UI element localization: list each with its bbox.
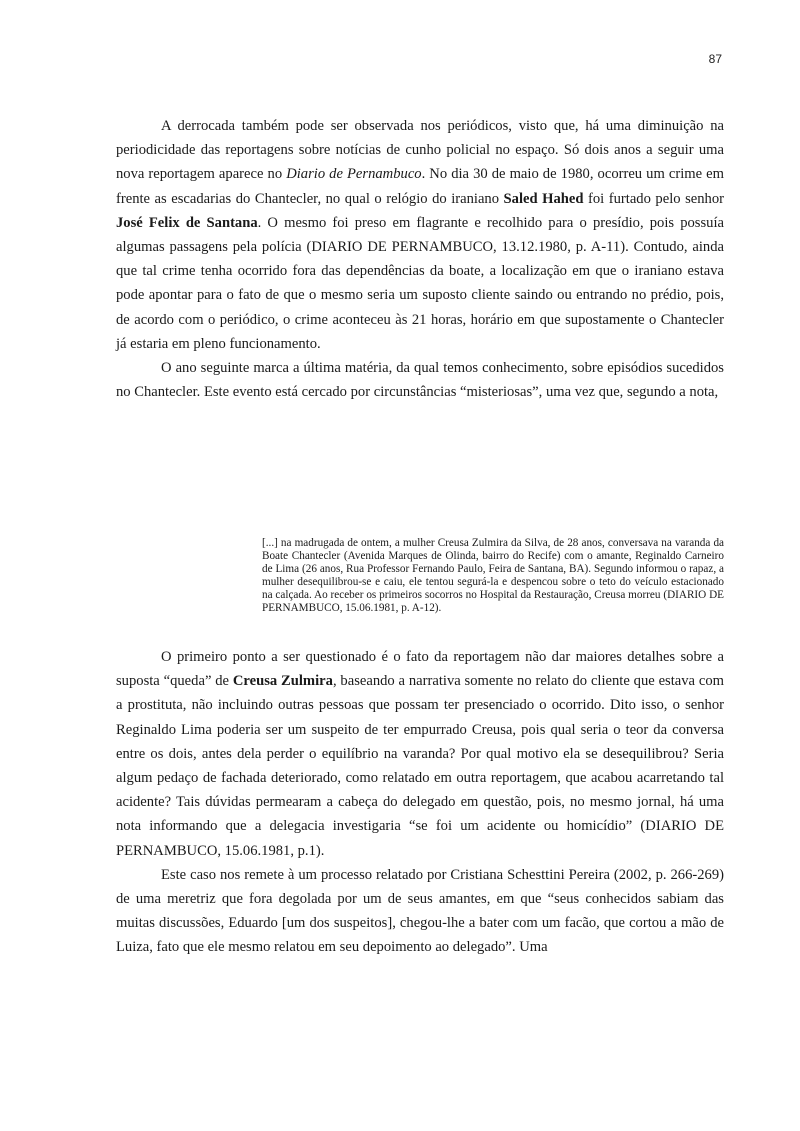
paragraph-4: Este caso nos remete à um processo relatado por Cristiana Schesttini Pereira (2002, p. 266-269) de uma meretriz que fora degolada por um de seus amantes, em que “seus conhecidos sabiam das muitas discussões, Eduardo [um dos suspeitos], chegou-lhe a bater com um facão, que cortou a mão de Luiza, fato que ele mesmo relatou em seu depoimento ao delegado”. Uma: [116, 866, 724, 956]
page-number: 87: [708, 52, 722, 66]
name-jose-felix: José Felix de Santana: [116, 214, 258, 231]
p3-text-1: O primeiro ponto a ser questionado é o fato da reportagem não dar maiores detalhes sobre a suposta “queda” de: [116, 649, 724, 690]
p1-text-5: foi furtado pelo senhor: [583, 190, 724, 207]
paragraph-2: O ano seguinte marca a última matéria, da qual temos conhecimento, sobre episódios sucedidos no Chantecler. Este evento está cercado por circunstâncias “misteriosas”, uma vez que, segundo a nota,: [116, 360, 724, 401]
name-creusa-zulmira: Creusa Zulmira: [232, 673, 333, 690]
name-saled-hahed: Saled Hahed: [503, 190, 584, 207]
p1-text-7: . O mesmo foi preso em flagrante e recolhido para o presídio, pois possuía algumas passagens pela polícia (DIARIO DE PERNAMBUCO, 13.12.1980, p. A-11). Contudo, ainda que tal crime tenha ocorrido fora das dependências da boate, a localização em que o iraniano estava pode apontar para o fato de que o mesmo seria um suposto cliente saindo ou entrando no prédio, pois, de acordo com o periódico, o crime aconteceu às 21 horas, horário em que supostamente o Chantecler já estaria em pleno funcionamento.: [116, 214, 724, 352]
p3-text-3: , baseando a narrativa somente no relato do cliente que estava com a prostituta, não incluindo outras pessoas que possam ter presenciado o ocorrido. Dito isso, o senhor Reginaldo Lima poderia ser um suspeito de ter empurrado Creusa, pois qual seria o teor da conversa entre os dois, antes dela perder o equilíbrio na varanda? Por qual motivo ela se desequilibrou? Seria algum pedaço de fachada deteriorado, como relatado em outra reportagem, que acabou acarretando tal acidente? Tais dúvidas permearam a cabeça do delegado em questão, pois, no mesmo jornal, há uma nota informando que a delegacia investigaria “se foi um acidente ou homicídio” (DIARIO DE PERNAMBUCO, 15.06.1981, p.1).: [116, 673, 724, 859]
p1-text-1: A derrocada também pode ser observada nos periódicos, visto que, há uma diminuição na periodicidade das reportagens sobre notícias de cunho policial no espaço. Só dois anos a seguir uma nova reportagem aparece no: [116, 118, 724, 183]
body-text-top: [116, 114, 724, 404]
body-text-bottom: [116, 645, 724, 960]
p1-text-3: . No dia 30 de maio de 1980, ocorreu um crime em frente as escadarias do Chantecler, no qual o relógio do iraniano: [116, 166, 724, 207]
block-quote: [...] na madrugada de ontem, a mulher Creusa Zulmira da Silva, de 28 anos, conversava na varanda da Boate Chantecler (Avenida Marques de Olinda, bairro do Recife) com o amante, Reginaldo Carneiro de Lima (26 anos, Rua Professor Fernando Paulo, Feira de Santana, BA). Segundo informou o rapaz, a mulher desequilibrou-se e caiu, ele tentou segurá-la e despencou sobre o teto do veículo estacionado na calçada. Ao receber os primeiros socorros no Hospital da Restauração, Creusa morreu (DIARIO DE PERNAMBUCO, 15.06.1981, p. A-12).: [262, 537, 724, 614]
paragraph-1: [116, 114, 724, 356]
newspaper-title: Diario de Pernambuco: [286, 166, 422, 183]
paragraph-3: [116, 645, 724, 863]
